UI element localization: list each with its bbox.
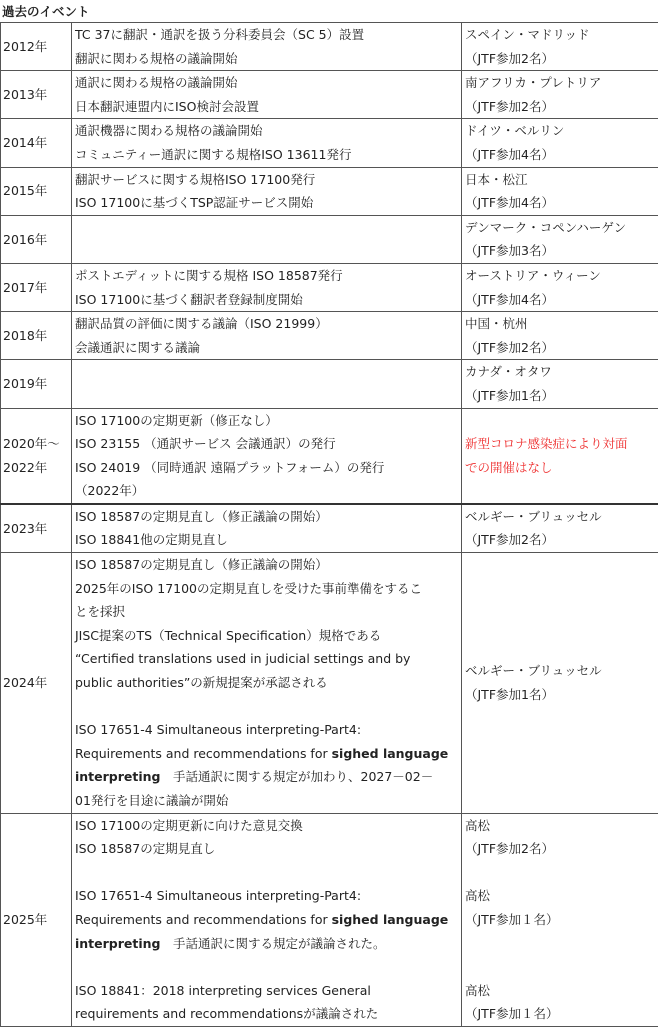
event-line: とを採択 — [75, 600, 459, 624]
event-line: 翻訳品質の評価に関する議論（ISO 21999） — [75, 312, 459, 336]
event-line: public authorities”の新規提案が承認される — [75, 671, 459, 695]
year-line: 2020年～ — [3, 432, 69, 456]
event-line: ISO 17100の定期更新に向けた意見交換 — [75, 814, 459, 838]
event-line: 翻訳に関わる規格の議論開始 — [75, 47, 459, 71]
events-cell — [72, 263, 462, 311]
bold-term: interpreting — [75, 936, 161, 951]
event-line: interpreting 手話通訳に関する規定が議論された。 — [75, 932, 459, 956]
events-cell — [72, 215, 462, 263]
year-cell: 2023年 — [1, 504, 72, 553]
event-line: ISO 18587の定期見直し（修正議論の開始） — [75, 505, 459, 529]
event-line: コミュニティー通訳に関する規格ISO 13611発行 — [75, 143, 459, 167]
venue-location: 高松 — [465, 979, 656, 1003]
venue-participants: （JTF参加3名） — [465, 239, 656, 263]
events-cell — [72, 23, 462, 71]
venue-location: 中国・杭州 — [465, 312, 656, 336]
venue-cell — [462, 504, 658, 553]
venue-cell — [462, 263, 658, 311]
bold-term: sighed language — [332, 746, 449, 761]
bold-term: sighed language — [332, 912, 449, 927]
event-line: interpreting 手話通訳に関する規定が加わり、2027－02－ — [75, 765, 459, 789]
event-line: ISO 17100に基づく翻訳者登録制度開始 — [75, 288, 459, 312]
event-line: 日本翻訳連盟内にISO検討会設置 — [75, 95, 459, 119]
venue-cell — [462, 167, 658, 215]
year-cell: 2013年 — [1, 71, 72, 119]
table-row — [1, 408, 658, 504]
event-line: 通訳機器に関わる規格の議論開始 — [75, 119, 459, 143]
venue-cell — [462, 119, 658, 167]
venue-location: 南アフリカ・プレトリア — [465, 71, 656, 95]
venue-participants: （JTF参加4名） — [465, 143, 656, 167]
table-row — [1, 215, 658, 263]
year-cell: 2017年 — [1, 263, 72, 311]
venue-location: カナダ・オタワ — [465, 360, 656, 384]
venue-participants: （JTF参加1名） — [465, 384, 656, 408]
table-row — [1, 167, 658, 215]
event-line: ISO 17651-4 Simultaneous interpreting-Part4: — [75, 884, 459, 908]
venue-cell — [462, 23, 658, 71]
venue-location: ドイツ・ベルリン — [465, 119, 656, 143]
venue-participants: （JTF参加2名） — [465, 47, 656, 71]
covid-note: での開催はなし — [465, 456, 656, 480]
event-line: JISC提案のTS（Technical Specification）規格である — [75, 624, 459, 648]
venue-location: 高松 — [465, 884, 656, 908]
events-cell — [72, 312, 462, 360]
venue-location: ベルギー・ブリュッセル — [465, 659, 656, 683]
venue-cell — [462, 408, 658, 504]
table-row — [1, 504, 658, 553]
events-cell — [72, 408, 462, 504]
venue-cell — [462, 215, 658, 263]
event-line: ISO 24019 （同時通訳 遠隔プラットフォーム）の発行 — [75, 456, 459, 480]
event-line: 通訳に関わる規格の議論開始 — [75, 71, 459, 95]
event-line: （2022年） — [75, 479, 459, 503]
event-line: ISO 17100の定期更新（修正なし） — [75, 409, 459, 433]
venue-cell — [462, 71, 658, 119]
venue-participants: （JTF参加1名） — [465, 683, 656, 707]
venue-participants: （JTF参加１名） — [465, 1002, 656, 1026]
year-cell: 2014年 — [1, 119, 72, 167]
bold-term: interpreting — [75, 769, 161, 784]
events-cell — [72, 167, 462, 215]
table-row — [1, 23, 658, 71]
venue-cell — [462, 553, 658, 814]
events-cell — [72, 119, 462, 167]
event-line: ISO 17651-4 Simultaneous interpreting-Part4: — [75, 718, 459, 742]
events-cell — [72, 71, 462, 119]
venue-location: スペイン・マドリッド — [465, 23, 656, 47]
table-row — [1, 553, 658, 814]
events-cell — [72, 360, 462, 408]
events-cell — [72, 504, 462, 553]
event-line: requirements and recommendationsが議論された — [75, 1002, 459, 1026]
event-line: ISO 23155 （通訳サービス 会議通訳）の発行 — [75, 432, 459, 456]
venue-participants: （JTF参加4名） — [465, 191, 656, 215]
venue-location: オーストリア・ウィーン — [465, 264, 656, 288]
event-line: 会議通訳に関する議論 — [75, 336, 459, 360]
event-line: ISO 18841他の定期見直し — [75, 528, 459, 552]
venue-participants: （JTF参加2名） — [465, 528, 656, 552]
year-cell: 2015年 — [1, 167, 72, 215]
event-line: 01発行を目途に議論が開始 — [75, 789, 459, 813]
venue-cell — [462, 360, 658, 408]
table-row — [1, 312, 658, 360]
year-cell: 2016年 — [1, 215, 72, 263]
event-line: ISO 18587の定期見直し — [75, 837, 459, 861]
year-cell: 2024年 — [1, 553, 72, 814]
page-heading: 過去のイベント — [2, 2, 90, 22]
table-row — [1, 71, 658, 119]
year-line: 2022年 — [3, 456, 69, 480]
event-line: 2025年のISO 17100の定期見直しを受けた事前準備をするこ — [75, 577, 459, 601]
venue-participants: （JTF参加１名） — [465, 908, 656, 932]
year-cell: 2019年 — [1, 360, 72, 408]
venue-cell — [462, 312, 658, 360]
year-cell: 2012年 — [1, 23, 72, 71]
year-cell: 2025年 — [1, 813, 72, 1026]
year-cell: 2018年 — [1, 312, 72, 360]
table-row — [1, 360, 658, 408]
venue-participants: （JTF参加2名） — [465, 837, 656, 861]
venue-participants: （JTF参加2名） — [465, 336, 656, 360]
table-row — [1, 813, 658, 1026]
table-row — [1, 263, 658, 311]
venue-location: 高松 — [465, 814, 656, 838]
venue-cell — [462, 813, 658, 1026]
event-line: ISO 17100に基づくTSP認証サービス開始 — [75, 191, 459, 215]
event-line: 翻訳サービスに関する規格ISO 17100発行 — [75, 168, 459, 192]
table-row — [1, 119, 658, 167]
covid-note: 新型コロナ感染症により対面 — [465, 432, 656, 456]
event-line: ISO 18587の定期見直し（修正議論の開始） — [75, 553, 459, 577]
venue-location: デンマーク・コペンハーゲン — [465, 216, 656, 240]
event-line: Requirements and recommendations for sighed language — [75, 742, 459, 766]
event-line: ポストエディットに関する規格 ISO 18587発行 — [75, 264, 459, 288]
venue-location: 日本・松江 — [465, 168, 656, 192]
event-line: ISO 18841：2018 interpreting services General — [75, 979, 459, 1003]
event-line: TC 37に翻訳・通訳を扱う分科委員会（SC 5）設置 — [75, 23, 459, 47]
venue-participants: （JTF参加2名） — [465, 95, 656, 119]
events-table — [0, 22, 658, 1027]
events-cell — [72, 553, 462, 814]
events-cell — [72, 813, 462, 1026]
year-cell — [1, 408, 72, 504]
event-line: Requirements and recommendations for sighed language — [75, 908, 459, 932]
venue-location: ベルギー・ブリュッセル — [465, 505, 656, 529]
event-line: “Certified translations used in judicial settings and by — [75, 647, 459, 671]
venue-participants: （JTF参加4名） — [465, 288, 656, 312]
